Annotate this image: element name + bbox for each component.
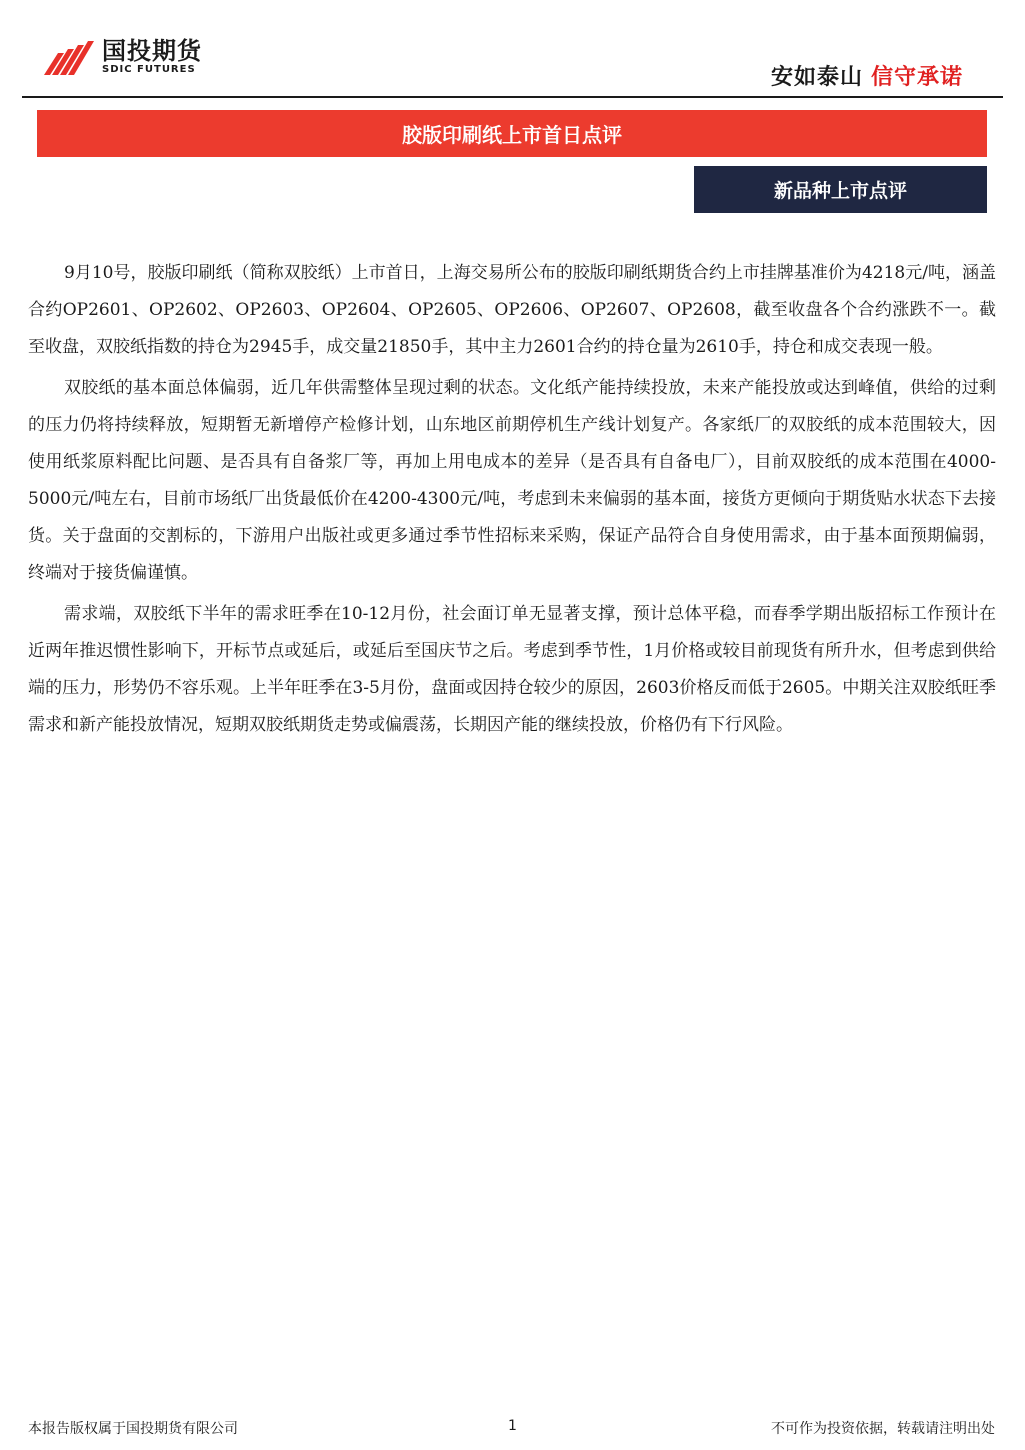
report-category-tag: 新品种上市点评 — [694, 166, 987, 213]
sdic-logo-icon — [40, 39, 94, 75]
page-header — [0, 0, 1025, 100]
company-logo — [40, 38, 202, 76]
paragraph-2: 双胶纸的基本面总体偏弱，近几年供需整体呈现过剩的状态。文化纸产能持续投放，未来产能投放或达到峰值，供给的过剩的压力仍将持续释放，短期暂无新增停产检修计划，山东地区前期停机生产线计划复产。各家纸厂的双胶纸的成本范围较大，因使用纸浆原料配比问题、是否具有自备浆厂等，再加上用电成本的差异（是否具有自备电厂），目前双胶纸的成本范围在4000-5000元/吨左右，目前市场纸厂出货最低价在4200-4300元/吨，考虑到未来偏弱的基本面，接货方更倾向于期货贴水状态下去接货。关于盘面的交割标的，下游用户出版社或更多通过季节性招标来采购，保证产品符合自身使用需求，由于基本面预期偏弱，终端对于接货偏谨慎。 — [28, 378, 996, 583]
slogan — [771, 60, 963, 91]
footer-disclaimer: 不可作为投资依据，转载请注明出处 — [771, 1421, 995, 1437]
footer-copyright: 本报告版权属于国投期货有限公司 — [28, 1421, 238, 1437]
slogan-part-1: 安如泰山 — [770, 65, 863, 90]
logo-chinese-name: 国投期货 — [102, 37, 202, 65]
slogan-part-2: 信守承诺 — [870, 65, 963, 90]
report-title: 胶版印刷纸上市首日点评 — [37, 110, 987, 157]
logo-english-name: SDIC FUTURES — [102, 64, 196, 75]
report-body — [28, 255, 996, 748]
page-footer — [0, 1410, 1025, 1450]
page-number: 1 — [508, 1418, 517, 1434]
header-divider — [22, 96, 1003, 98]
paragraph-1: 9月10号，胶版印刷纸（简称双胶纸）上市首日，上海交易所公布的胶版印刷纸期货合约上市挂牌基准价为4218元/吨，涵盖合约OP2601、OP2602、OP2603、OP2604、OP2605、OP2606、OP2607、OP2608，截至收盘各个合约涨跌不一。截至收盘，双胶纸指数的持仓为2945手，成交量21850手，其中主力2601合约的持仓量为2610手，持仓和成交表现一般。 — [28, 263, 996, 357]
paragraph-3: 需求端，双胶纸下半年的需求旺季在10-12月份，社会面订单无显著支撑，预计总体平稳，而春季学期出版招标工作预计在近两年推迟惯性影响下，开标节点或延后，或延后至国庆节之后。考虑到季节性，1月价格或较目前现货有所升水，但考虑到供给端的压力，形势仍不容乐观。上半年旺季在3-5月份，盘面或因持仓较少的原因，2603价格反而低于2605。中期关注双胶纸旺季需求和新产能投放情况，短期双胶纸期货走势或偏震荡，长期因产能的继续投放，价格仍有下行风险。 — [28, 604, 996, 735]
